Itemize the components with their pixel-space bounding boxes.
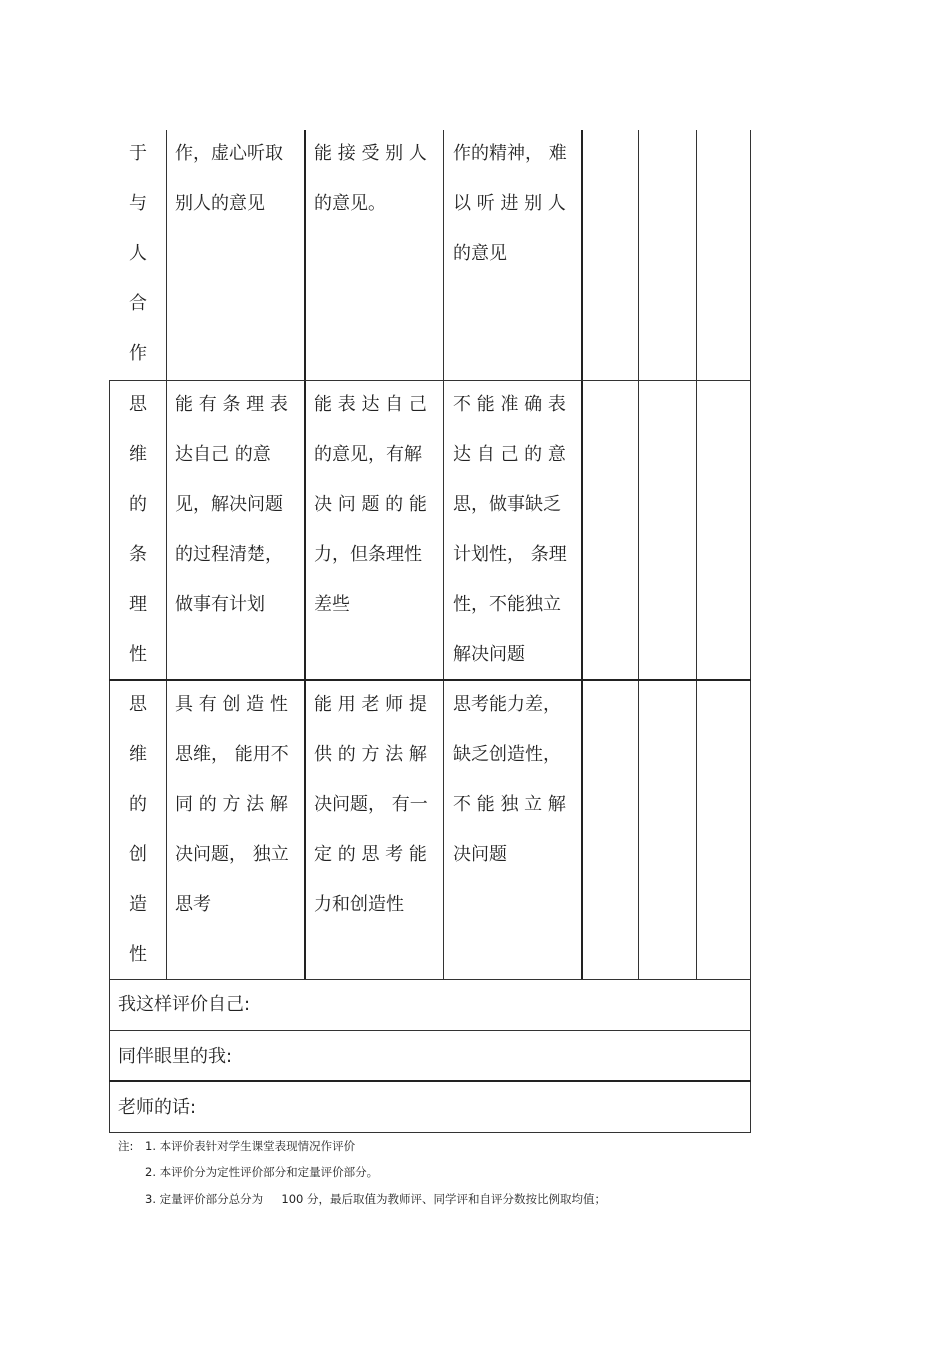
creative-level-b: 能 用 老 师 提 供 的 方 法 解 决问题， 有一 定 的 思 考 能 力和创造性 (314, 694, 428, 915)
col-divider-1 (166, 130, 167, 979)
col-divider-4 (581, 130, 583, 979)
note-line-2: 2. 本评价分为定性评价部分和定量评价部分。 (145, 1165, 379, 1179)
row-divider-4 (109, 1030, 751, 1031)
criterion-creative-thinking: 思 维 的 创 造 性 (129, 694, 147, 965)
notes-prefix: 注: (118, 1139, 134, 1153)
criterion-logical-thinking: 思 维 的 条 理 性 (129, 394, 147, 665)
creative-level-c: 思考能力差， 缺乏创造性， 不 能 独 立 解 决问题 (453, 694, 566, 865)
teacher-comment-label: 老师的话: (118, 1097, 197, 1118)
criterion-cooperation: 于 与 人 合 作 (129, 143, 147, 364)
cooperation-level-a: 作，虚心听取 别人的意见 (175, 143, 283, 214)
table-border-right (750, 130, 751, 1133)
row-divider-3 (109, 979, 751, 980)
peer-evaluation-label: 同伴眼里的我: (118, 1046, 233, 1067)
row-divider-5 (109, 1080, 751, 1082)
table-border-bottom (109, 1132, 751, 1133)
cooperation-level-c: 作的精神， 难 以 听 进 别 人 的意见 (453, 143, 567, 264)
note-line-3: 3. 定量评价部分总分为 100 分，最后取值为教师评、同学评和自评分数按比例取均值； (145, 1192, 607, 1206)
creative-level-a: 具 有 创 造 性 思维， 能用不 同 的 方 法 解 决问题， 独立 思考 (175, 694, 289, 915)
col-divider-6 (696, 130, 697, 979)
note-line-1: 1. 本评价表针对学生课堂表现情况作评价 (145, 1139, 356, 1153)
cooperation-level-b: 能 接 受 别 人 的意见。 (314, 143, 427, 214)
col-divider-3 (443, 130, 444, 979)
col-divider-2 (304, 130, 306, 979)
logical-level-c: 不 能 准 确 表 达 自 己 的 意 思，做事缺乏 计划性， 条理 性，不能独立 解决问题 (453, 394, 567, 665)
logical-level-b: 能 表 达 自 己 的意见，有解 决 问 题 的 能 力，但条理性 差些 (314, 394, 427, 615)
self-evaluation-label: 我这样评价自己: (118, 994, 251, 1015)
logical-level-a: 能 有 条 理 表 达自己 的意 见，解决问题 的过程清楚， 做事有计划 (175, 394, 288, 615)
col-divider-5 (638, 130, 639, 979)
